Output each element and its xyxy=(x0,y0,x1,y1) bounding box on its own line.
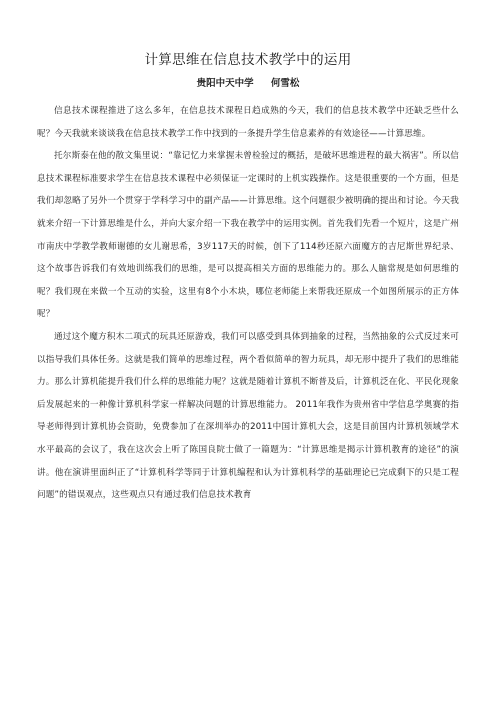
document-body xyxy=(37,100,459,507)
document-page xyxy=(37,50,459,507)
document-title: 计算思维在信息技术教学中的运用 xyxy=(144,52,352,68)
author-line: 贵阳中天中学 何雪松 xyxy=(196,78,300,89)
paragraph-computational-thinking: 通过这个魔方积木二项式的玩具还原游戏，我们可以感受到具体到抽象的过程，当然抽象的公式反过来可以指导我们具体任务。这就是我们简单的思维过程，两个看似简单的智力玩具，却无形中提升了我们的思维能力。那么计算机能提升我们什么样的思维能力呢？这就是随着计算机不断普及后，计算机泛在化、平民化现象后发展起来的一种像计算机科学家一样解决问题的计算思维能力。 2011年我作为贵州省中学信息学奥赛的指导老师得到计算机协会资助，免费参加了在深圳举办的2011中国计算机大会，这是目前国内计算机领域学术水平最高的会议了，我在这次会上听了陈国良院士做了一篇题为：“计算思维是揭示计算机教育的途径”的演讲。他在演讲里面纠正了“计算机科学等同于计算机编程和认为计算机科学的基础理论已完成剩下的只是工程问题”的错误观点，这些观点只有通过我们信息技术教育 xyxy=(37,331,459,501)
paragraph-intro: 信息技术课程推进了这么多年，在信息技术课程日趋成熟的今天，我们的信息技术教学中还缺乏些什么呢？今天我就来谈谈我在信息技术教学工作中找到的一条提升学生信息素养的有效途径——计算思维。 xyxy=(37,106,459,139)
paragraph-tolstoy: 托尔斯泰在他的散文集里说：“靠记忆力来掌握未曾检验过的概括，是破坏思维进程的最大祸害”。所以信息技术课程标准要求学生在信息技术课程中必须保证一定课时的上机实践操作。这是很重要的一个方面，但是我们却忽略了另外一个贯穿于学科学习中的副产品——计算思维。这个问题很少被明确的提出和讨论。今天我就来介绍一下计算思维是什么，并向大家介绍一下我在教学中的运用实例。首先我们先看一个短片，这是广州市南庆中学教学教师谢德的女儿谢思希，3岁117天的时候，创下了114秒还原六面魔方的吉尼斯世界纪录、这个故事告诉我们有效地训练我们的思维，是可以提高相关方面的思维能力的。那么人脑常规是如何思维的呢？我们现在来做一个互动的实验，这里有8个小木块，哪位老师能上来帮我还原成一个如图所展示的正方体呢？ xyxy=(37,151,459,320)
